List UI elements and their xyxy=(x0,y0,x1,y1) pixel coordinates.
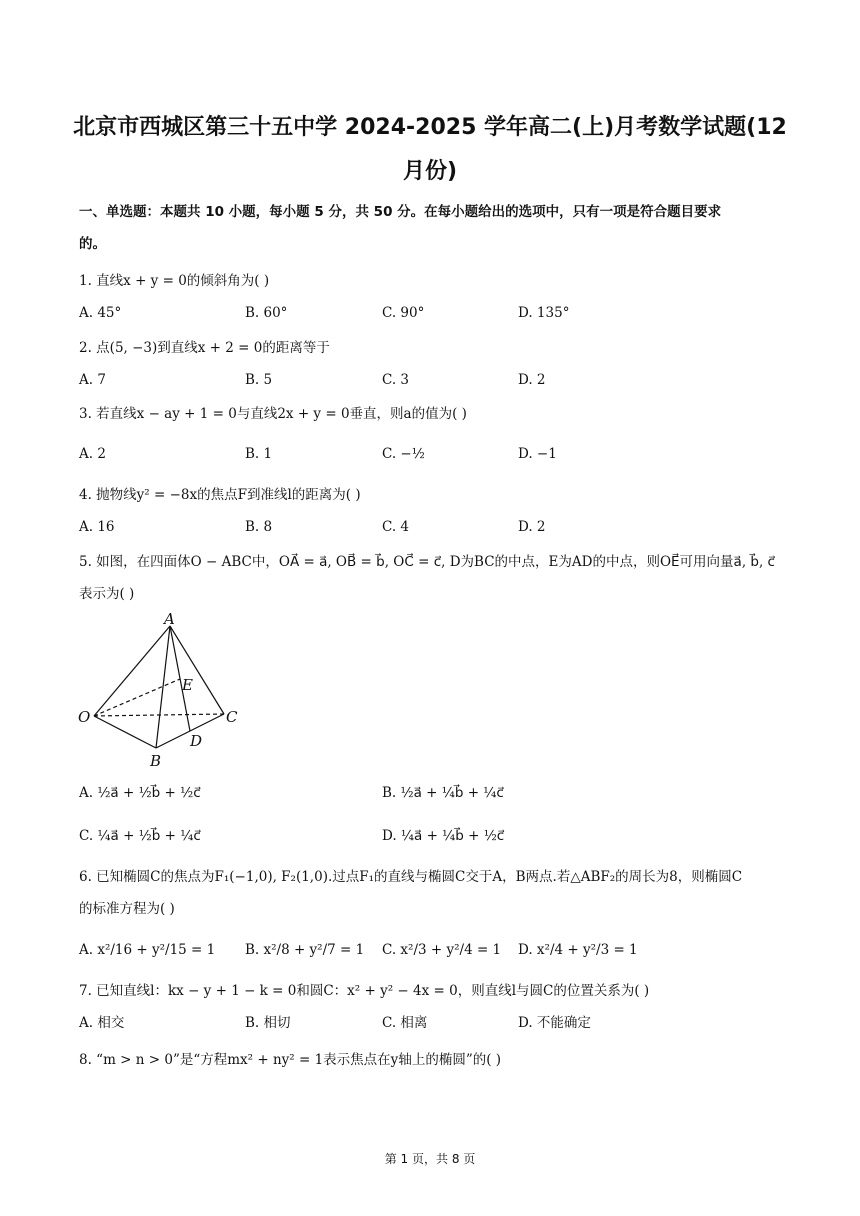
question-5-option-d: D. ¼a⃗ + ¼b⃗ + ½c⃗ xyxy=(382,828,505,844)
label-e: E xyxy=(182,676,193,694)
question-7-option-a: A. 相交 xyxy=(79,1015,125,1031)
page-title: 北京市西城区第三十五中学 2024-2025 学年高二(上)月考数学试题(12 xyxy=(73,115,787,140)
question-2-option-b: B. 5 xyxy=(245,372,273,388)
question-4-option-c: C. 4 xyxy=(382,519,410,535)
question-5-stem: 5. 如图，在四面体O − ABC中，OA⃗ = a⃗, OB⃗ = b⃗, OC⃗ = c⃗, D为BC的中点，E为AD的中点，则OE⃗可用向量a⃗, b⃗, c⃗ xyxy=(79,554,775,570)
question-6-option-d: D. x²/4 + y²/3 = 1 xyxy=(518,942,638,958)
question-7-stem: 7. 已知直线l：kx − y + 1 − k = 0和圆C：x² + y² − 4x = 0，则直线l与圆C的位置关系为( ) xyxy=(79,983,650,999)
question-4-option-d: D. 2 xyxy=(518,519,546,535)
question-3-stem: 3. 若直线x − ay + 1 = 0与直线2x + y = 0垂直，则a的值为( ) xyxy=(79,406,467,422)
question-1-option-d: D. 135° xyxy=(518,305,570,321)
question-2-option-c: C. 3 xyxy=(382,372,410,388)
question-6-option-c: C. x²/3 + y²/4 = 1 xyxy=(382,942,502,958)
question-7-option-c: C. 相离 xyxy=(382,1015,428,1031)
question-6-stem-continued: 的标准方程为( ) xyxy=(79,901,175,917)
question-6-option-b: B. x²/8 + y²/7 = 1 xyxy=(245,942,365,958)
question-5-stem-continued: 表示为( ) xyxy=(79,586,135,602)
question-3-option-d: D. −1 xyxy=(518,446,557,462)
label-d: D xyxy=(190,732,203,750)
question-2-option-d: D. 2 xyxy=(518,372,546,388)
question-5-option-c: C. ¼a⃗ + ½b⃗ + ¼c⃗ xyxy=(79,828,201,844)
question-4-option-b: B. 8 xyxy=(245,519,273,535)
edge-oa xyxy=(94,626,170,716)
section-heading-continued: 的。 xyxy=(79,236,106,252)
question-1-option-b: B. 60° xyxy=(245,305,288,321)
question-1-stem: 1. 直线x + y = 0的倾斜角为( ) xyxy=(79,273,270,289)
label-a: A xyxy=(164,610,175,628)
tetrahedron-figure xyxy=(74,610,254,770)
question-5-option-a: A. ½a⃗ + ½b⃗ + ½c⃗ xyxy=(79,785,201,801)
question-3-option-c: C. −½ xyxy=(382,446,425,462)
question-2-stem: 2. 点(5, −3)到直线x + 2 = 0的距离等于 xyxy=(79,340,330,356)
question-4-stem: 4. 抛物线y² = −8x的焦点F到准线l的距离为( ) xyxy=(79,487,361,503)
page-footer: 第 1 页，共 8 页 xyxy=(384,1152,476,1166)
question-4-option-a: A. 16 xyxy=(79,519,115,535)
edge-ab xyxy=(156,626,170,748)
question-3-option-b: B. 1 xyxy=(245,446,273,462)
question-5-option-b: B. ½a⃗ + ¼b⃗ + ¼c⃗ xyxy=(382,785,504,801)
page-title-continued: 月份) xyxy=(402,159,458,184)
question-1-option-c: C. 90° xyxy=(382,305,425,321)
question-7-option-d: D. 不能确定 xyxy=(518,1015,591,1031)
question-1-option-a: A. 45° xyxy=(79,305,122,321)
edge-oc-hidden xyxy=(94,714,224,716)
question-8-stem: 8. “m > n > 0”是“方程mx² + ny² = 1表示焦点在y轴上的椭圆”的( ) xyxy=(79,1052,502,1068)
question-2-option-a: A. 7 xyxy=(79,372,106,388)
segment-oe-hidden xyxy=(94,679,180,716)
section-heading: 一、单选题：本题共 10 小题，每小题 5 分，共 50 分。在每小题给出的选项中，只有一项是符合题目要求 xyxy=(79,204,722,220)
label-b: B xyxy=(150,752,162,770)
question-3-option-a: A. 2 xyxy=(79,446,106,462)
label-c: C xyxy=(226,708,238,726)
question-7-option-b: B. 相切 xyxy=(245,1015,291,1031)
question-6-option-a: A. x²/16 + y²/15 = 1 xyxy=(79,942,216,958)
edge-ob xyxy=(94,716,156,748)
label-o: O xyxy=(78,708,91,726)
question-6-stem: 6. 已知椭圆C的焦点为F₁(−1,0), F₂(1,0).过点F₁的直线与椭圆C交于A，B两点.若△ABF₂的周长为8，则椭圆C xyxy=(79,869,743,885)
